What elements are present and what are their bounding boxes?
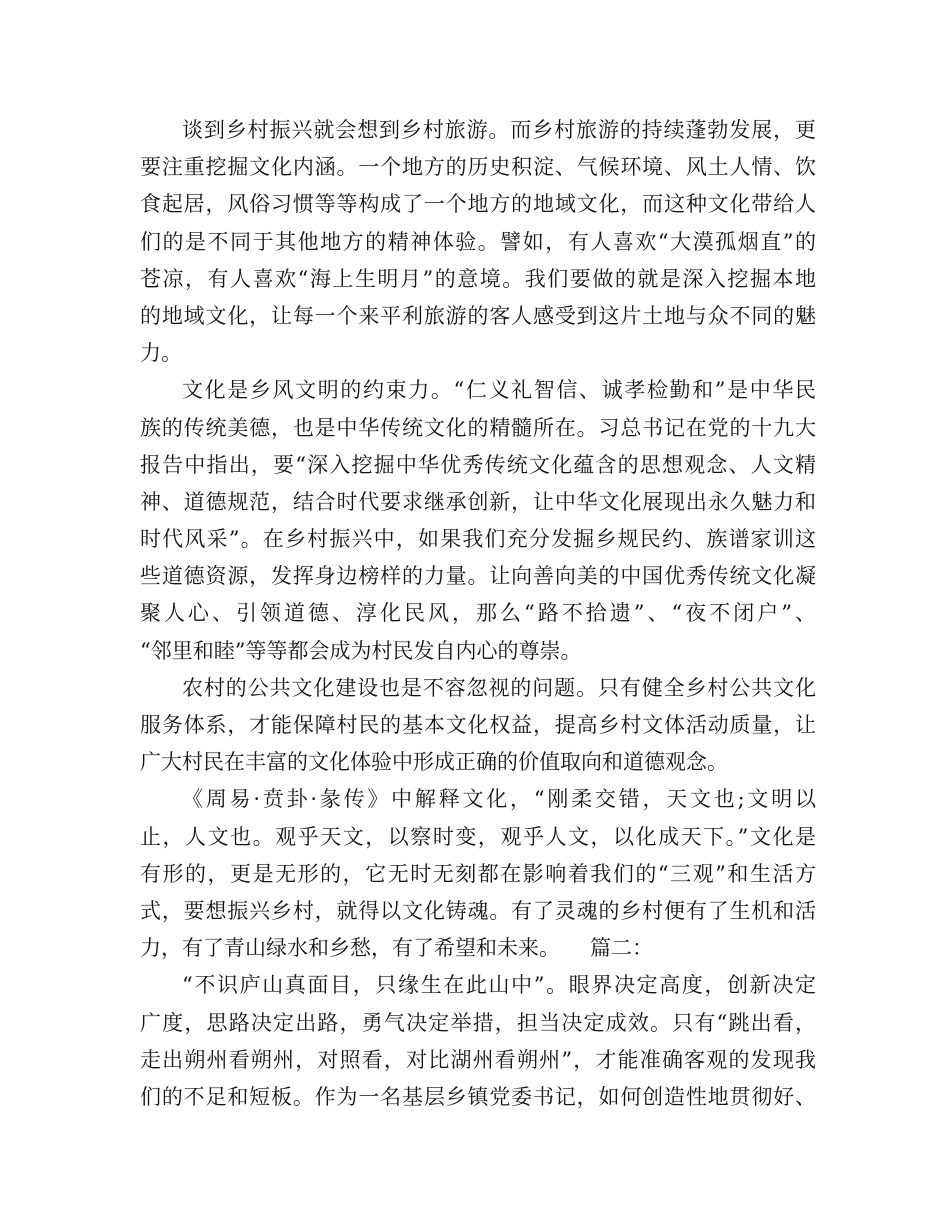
text-line: 广度，思路决定出路，勇气决定举措，担当决定成效。只有“跳出看， — [140, 1010, 816, 1035]
document-page — [140, 112, 816, 1116]
text-line: 文化是乡风文明的约束力。“仁义礼智信、诚孝检勤和”是中华民 — [182, 378, 816, 403]
text-segment: 力，有了青山绿水和乡愁，有了希望和未来。 — [140, 936, 560, 961]
text-line: 聚人心、引领道德、淳化民风，那么“路不拾遗”、“夜不闭户”、 — [140, 601, 816, 626]
text-line-with-section-marker — [140, 930, 816, 967]
text-line: 食起居，风俗习惯等等构成了一个地方的地域文化，而这种文化带给人 — [140, 192, 816, 217]
text-line: 有形的，更是无形的，它无时无刻都在影响着我们的“三观”和生活方 — [140, 861, 816, 886]
text-line: 走出朔州看朔州，对照看，对比湖州看朔州”，才能准确客观的发现我 — [140, 1047, 816, 1072]
text-line: 神、道德规范，结合时代要求继承创新，让中华文化展现出永久魅力和 — [140, 489, 816, 514]
text-line: 们的不足和短板。作为一名基层乡镇党委书记，如何创造性地贯彻好、 — [140, 1084, 816, 1109]
text-line: 谈到乡村振兴就会想到乡村旅游。而乡村旅游的持续蓬勃发展，更 — [182, 118, 816, 142]
text-line: “邻里和睦”等等都会成为村民发自内心的尊崇。 — [140, 638, 582, 663]
text-line: 些道德资源，发挥身边榜样的力量。让向善向美的中国优秀传统文化凝 — [140, 564, 816, 589]
text-line: 力。 — [140, 341, 182, 366]
text-line: 的地域文化，让每一个来平利旅游的客人感受到这片土地与众不同的魅 — [140, 303, 816, 328]
paragraph-lushan-vision — [140, 967, 816, 1116]
text-line: 报告中指出，要“深入挖掘中华优秀传统文化蕴含的思想观念、人文精 — [140, 452, 816, 477]
text-line: 式，要想振兴乡村，就得以文化铸魂。有了灵魂的乡村便有了生机和活 — [140, 898, 816, 923]
section-heading: 篇二： — [590, 936, 653, 961]
text-line: 苍凉，有人喜欢“海上生明月”的意境。我们要做的就是深入挖掘本地 — [140, 266, 816, 291]
paragraph-rural-tourism — [140, 112, 816, 372]
text-line: 时代风采”。在乡村振兴中，如果我们充分发掘乡规民约、族谱家训这 — [140, 527, 816, 552]
text-line: 农村的公共文化建设也是不容忽视的问题。只有健全乡村公共文化 — [182, 675, 816, 700]
text-line: “不识庐山真面目，只缘生在此山中”。眼界决定高度，创新决定 — [182, 973, 816, 998]
text-line: 们的是不同于其他地方的精神体验。譬如，有人喜欢“大漠孤烟直”的 — [140, 229, 816, 254]
text-line: 止，人文也。观乎天文，以察时变，观乎人文，以化成天下。”文化是 — [140, 824, 816, 849]
text-line: 《周易·贲卦·彖传》中解释文化，“刚柔交错，天文也;文明以 — [182, 787, 816, 812]
text-line: 服务体系，才能保障村民的基本文化权益，提高乡村文体活动质量，让 — [140, 713, 816, 737]
text-line: 广大村民在丰富的文化体验中形成正确的价值取向和道德观念。 — [140, 750, 728, 775]
paragraph-public-culture — [140, 670, 816, 782]
text-line: 要注重挖掘文化内涵。一个地方的历史积淀、气候环境、风土人情、饮 — [140, 155, 816, 180]
paragraph-zhouyi-quote — [140, 781, 816, 967]
text-line: 族的传统美德，也是中华传统文化的精髓所在。习总书记在党的十九大 — [140, 415, 816, 440]
paragraph-culture-civility — [140, 372, 816, 670]
